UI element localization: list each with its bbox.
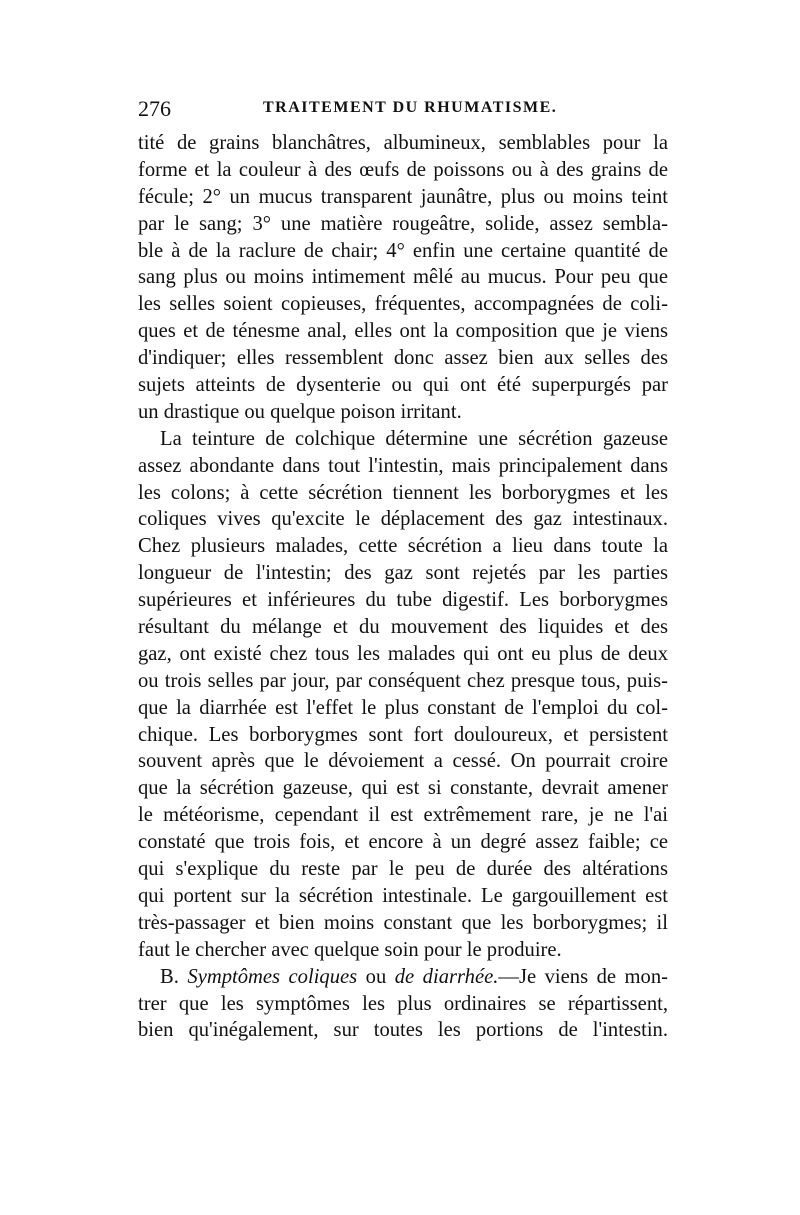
text-line: sujets atteints de dysenterie ou qui ont été superpurgés par (138, 374, 668, 397)
text-line: coliques vives qu'excite le déplacement des gaz intestinaux. (138, 508, 668, 531)
text-line: gaz, ont existé chez tous les malades qui ont eu plus de deux (138, 642, 668, 665)
text-line: que la diarrhée est l'effet le plus constant de l'emploi du col- (138, 696, 668, 719)
text-line-section-b (138, 964, 668, 991)
text-line: Chez plusieurs malades, cette sécrétion a lieu dans toute la (138, 535, 668, 558)
text-line: sang plus ou moins intimement mêlé au mucus. Pour peu que (138, 266, 668, 289)
text-line: constaté que trois fois, et encore à un degré assez faible; ce (138, 831, 668, 854)
text-line: résultant du mélange et du mouvement des liquides et des (138, 616, 668, 639)
section-line-text: —Je viens de mon- (498, 965, 668, 988)
text-line: ou trois selles par jour, par conséquent chez presque tous, puis- (138, 669, 668, 692)
paragraph-3 (138, 964, 668, 1045)
text-line: trer que les symptômes les plus ordinaires se répartissent, (138, 992, 668, 1015)
section-marker: B. (160, 965, 188, 988)
text-line: longueur de l'intestin; des gaz sont rejetés par les parties (138, 562, 668, 585)
text-line: La teinture de colchique détermine une sécrétion gazeuse (160, 427, 668, 450)
running-title: TRAITEMENT DU RHUMATISME. (263, 99, 558, 116)
text-line: les colons; à cette sécrétion tiennent les borborygmes et les (138, 481, 668, 504)
text-line: les selles soient copieuses, fréquentes, accompagnées de coli- (138, 293, 668, 316)
book-page (138, 96, 668, 1044)
running-head (138, 96, 668, 130)
text-line: ble à de la raclure de chair; 4° enfin une certaine quantité de (138, 239, 668, 262)
section-conjunction: ou (357, 965, 395, 988)
section-title-italic-2: de diarrhée. (394, 965, 499, 988)
text-line: chique. Les borborygmes sont fort douloureux, et persistent (138, 723, 668, 746)
text-line: tité de grains blanchâtres, albumineux, semblables pour la (138, 132, 668, 154)
text-line: ques et de ténesme anal, elles ont la composition que je viens (138, 320, 668, 343)
text-line: fécule; 2° un mucus transparent jaunâtre, plus ou moins teint (138, 185, 668, 208)
text-line: forme et la couleur à des œufs de poissons ou à des grains de (138, 158, 668, 181)
paragraph-1 (138, 130, 668, 426)
text-line: par le sang; 3° une matière rougeâtre, solide, assez sembla- (138, 212, 668, 235)
text-line: assez abondante dans tout l'intestin, mais principalement dans (138, 454, 668, 477)
text-line: que la sécrétion gazeuse, qui est si constante, devrait amener (138, 777, 668, 800)
text-line: faut le chercher avec quelque soin pour le produire. (138, 938, 562, 961)
page-number: 276 (138, 96, 171, 121)
text-line: le météorisme, cependant il est extrêmement rare, je ne l'ai (138, 804, 668, 827)
section-title-italic: Symptômes coliques (187, 965, 358, 988)
text-line: très-passager et bien moins constant que les borborygmes; il (138, 911, 668, 934)
text-line: qui s'explique du reste par le peu de durée des altérations (138, 858, 668, 881)
text-line: d'indiquer; elles ressemblent donc assez bien aux selles des (138, 347, 668, 370)
text-line: qui portent sur la sécrétion intestinale. Le gargouillement est (138, 884, 668, 907)
paragraph-2 (138, 426, 668, 964)
text-line: souvent après que le dévoiement a cessé. On pourrait croire (138, 750, 668, 773)
text-line: un drastique ou quelque poison irritant. (138, 400, 462, 423)
text-line: supérieures et inférieures du tube digestif. Les borborygmes (138, 589, 668, 612)
text-line: bien qu'inégalement, sur toutes les portions de l'intestin. (138, 1019, 668, 1042)
